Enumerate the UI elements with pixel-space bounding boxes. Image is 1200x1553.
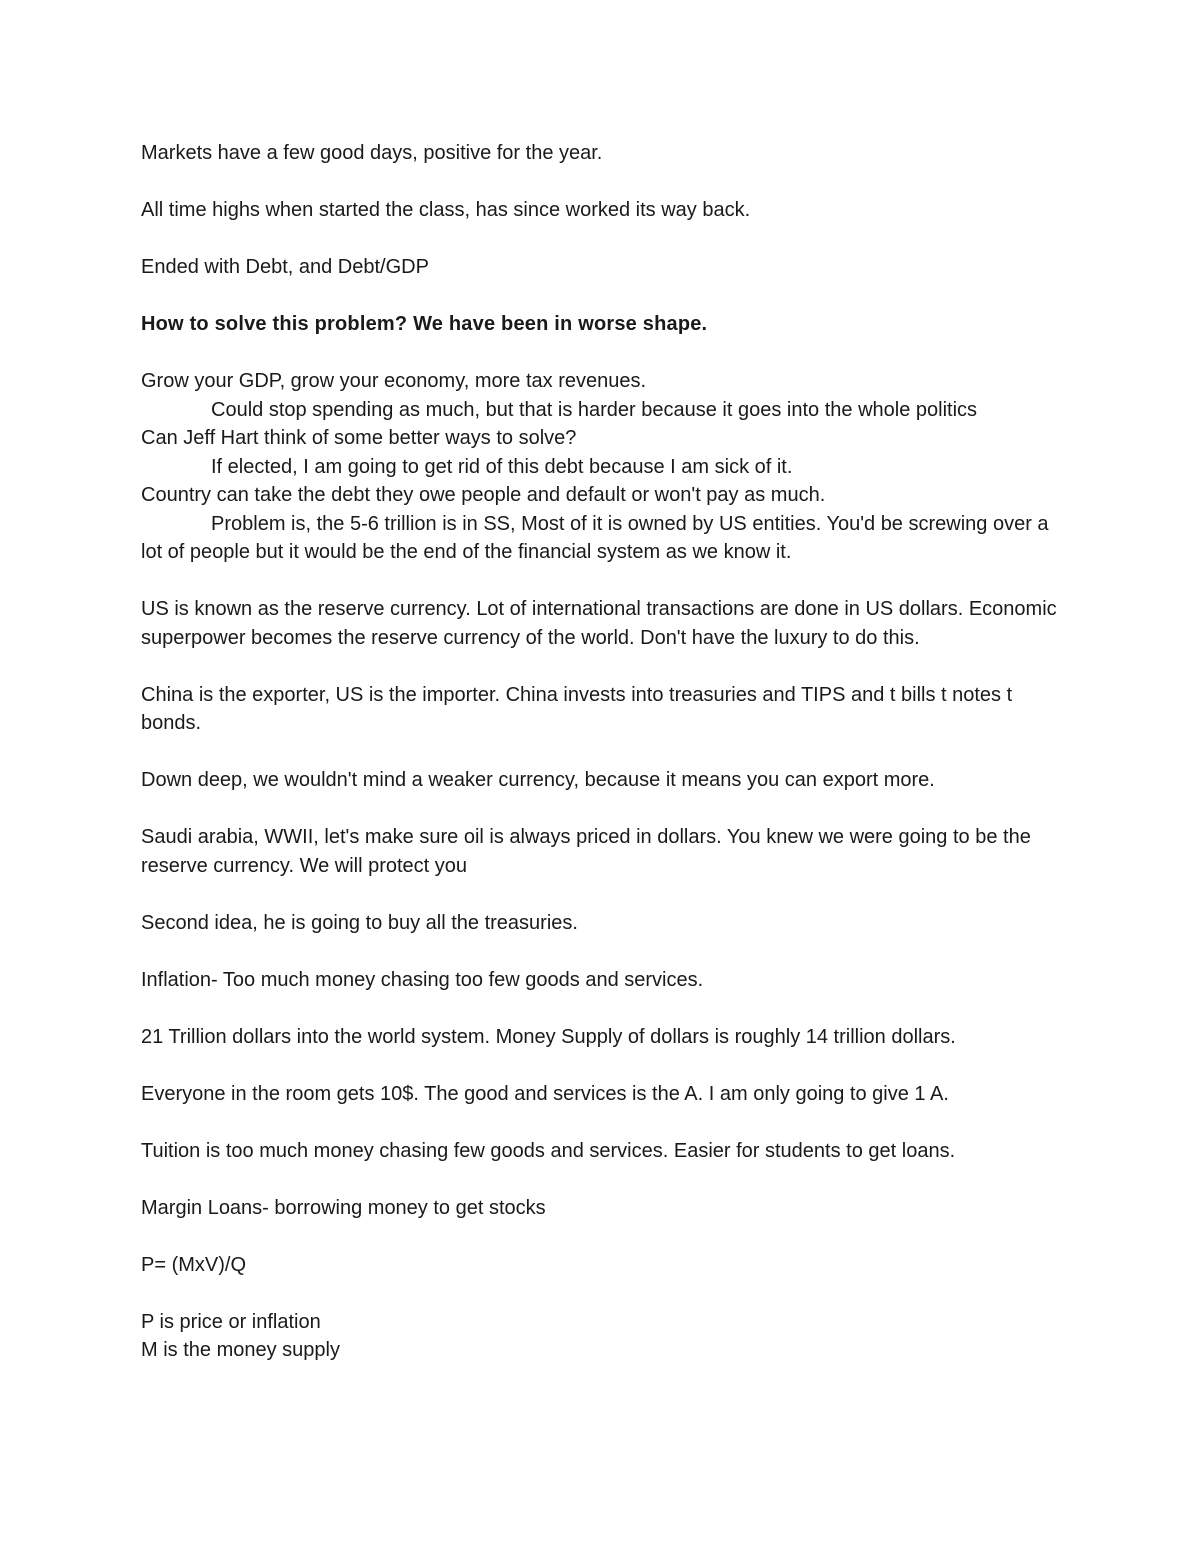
line-jeff-hart: Can Jeff Hart think of some better ways to solve? [141, 427, 577, 449]
line-problem-is [141, 510, 1061, 567]
paragraph-tuition: Tuition is too much money chasing few goods and services. Easier for students to get loans. [141, 1139, 956, 1162]
line-if-elected: If elected, I am going to get rid of this debt because I am sick of it. [211, 455, 793, 478]
paragraph-everyone-10: Everyone in the room gets 10$. The good and services is the A. I am only going to give 1 A. [141, 1082, 949, 1105]
paragraph-weaker-currency: Down deep, we wouldn't mind a weaker currency, because it means you can export more. [141, 769, 935, 791]
line-default: Country can take the debt they owe people and default or won't pay as much. [141, 484, 826, 506]
paragraph-inflation: Inflation- Too much money chasing too few goods and services. [141, 968, 704, 991]
paragraph-21-trillion: 21 Trillion dollars into the world system. Money Supply of dollars is roughly 14 trillion dollars. [141, 1025, 956, 1048]
paragraph-china: China is the exporter, US is the importer. China invests into treasuries and TIPS and t bills t notes t bonds. [141, 683, 1013, 734]
paragraph-reserve-currency: US is known as the reserve currency. Lot of international transactions are done in US dollars. Economic superpower becomes the reserve currency of the world. Don't have the luxury to do this. [141, 598, 1057, 649]
line-m-definition: M is the money supply [141, 1339, 340, 1361]
line-p-definition: P is price or inflation [141, 1310, 321, 1333]
section-heading: How to solve this problem? We have been in worse shape. [141, 313, 708, 335]
paragraph-definitions [141, 1308, 1061, 1365]
paragraph-second-idea: Second idea, he is going to buy all the treasuries. [141, 911, 578, 934]
paragraph-grow-gdp-block [141, 367, 1061, 567]
paragraph-debt-gdp: Ended with Debt, and Debt/GDP [141, 256, 429, 278]
paragraph-saudi-arabia: Saudi arabia, WWII, let's make sure oil is always priced in dollars. You knew we were going to be the reserve currency. We will protect you [141, 826, 1031, 877]
paragraph-formula: P= (MxV)/Q [141, 1253, 247, 1276]
line-grow-gdp: Grow your GDP, grow your economy, more tax revenues. [141, 370, 647, 392]
line-problem-is-text: Problem is, the 5-6 trillion is in SS, Most of it is owned by US entities. You'd be screwing over a lot of people but it would be the end of the financial system as we know it. [141, 512, 1049, 563]
document-body [141, 139, 1061, 1365]
line-stop-spending: Could stop spending as much, but that is harder because it goes into the whole politics [211, 398, 978, 421]
paragraph-margin-loans: Margin Loans- borrowing money to get stocks [141, 1196, 546, 1219]
paragraph-all-time-highs: All time highs when started the class, has since worked its way back. [141, 199, 751, 221]
paragraph-markets: Markets have a few good days, positive for the year. [141, 142, 603, 164]
